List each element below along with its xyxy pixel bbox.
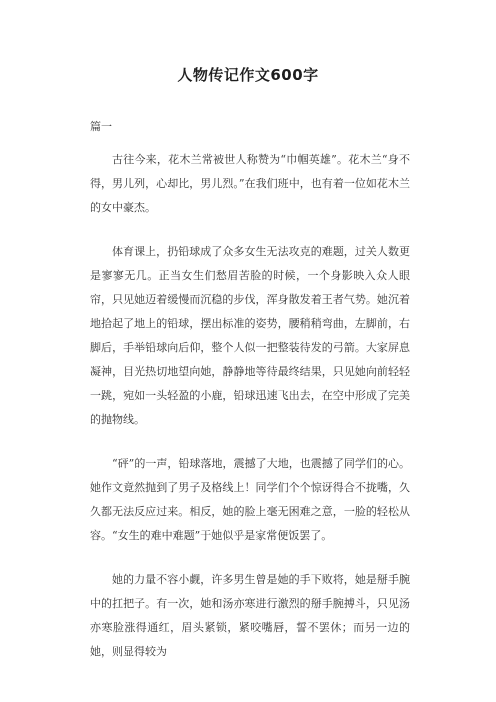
paragraph: 古往今来，花木兰常被世人称赞为“巾帼英雄”。花木兰“身不得，男儿列，心却比，男儿烈。”在我们班中，也有着一位如花木兰的女中豪杰。 (90, 153, 410, 214)
document-body (90, 148, 410, 684)
paragraph: 她的力量不容小觑，许多男生曾是她的手下败将，她是掰手腕中的扛把子。有一次，她和汤亦寒进行激烈的掰手腕搏斗，只见汤亦寒脸涨得通红，眉头紧锁，紧咬嘴唇，誓不罢休；而另一边的她，则显得较为 (90, 573, 410, 658)
document-title: 人物传记作文600字 (177, 66, 319, 84)
paragraph: “砰”的一声，铅球落地，震撼了大地，也震撼了同学们的心。她作文竟然抛到了男子及格线上！同学们个个惊讶得合不拢嘴，久久都无法反应过来。相反，她的脸上毫无困难之意，一脸的轻松从容。“女生的难中难题”于她似乎是家常便饭罢了。 (90, 457, 410, 542)
section-label: 篇一 (90, 120, 112, 133)
paragraph: 体育课上，扔铅球成了众多女生无法攻克的难题，过关人数更是寥寥无几。正当女生们愁眉苦脸的时候，一个身影映入众人眼帘，只见她迈着缓慢而沉稳的步伐，浑身散发着王者气势。她沉着地拾起了地上的铅球，摆出标准的姿势，腰稍稍弯曲，左脚前，右脚后，手举铅球向后仰，整个人似一把整装待发的弓箭。大家屏息凝神，目光热切地望向她，静静地等待最终结果，只见她向前轻轻一跳，宛如一头轻盈的小鹿，铅球迅速飞出去，在空中形成了完美的抛物线。 (90, 245, 410, 426)
